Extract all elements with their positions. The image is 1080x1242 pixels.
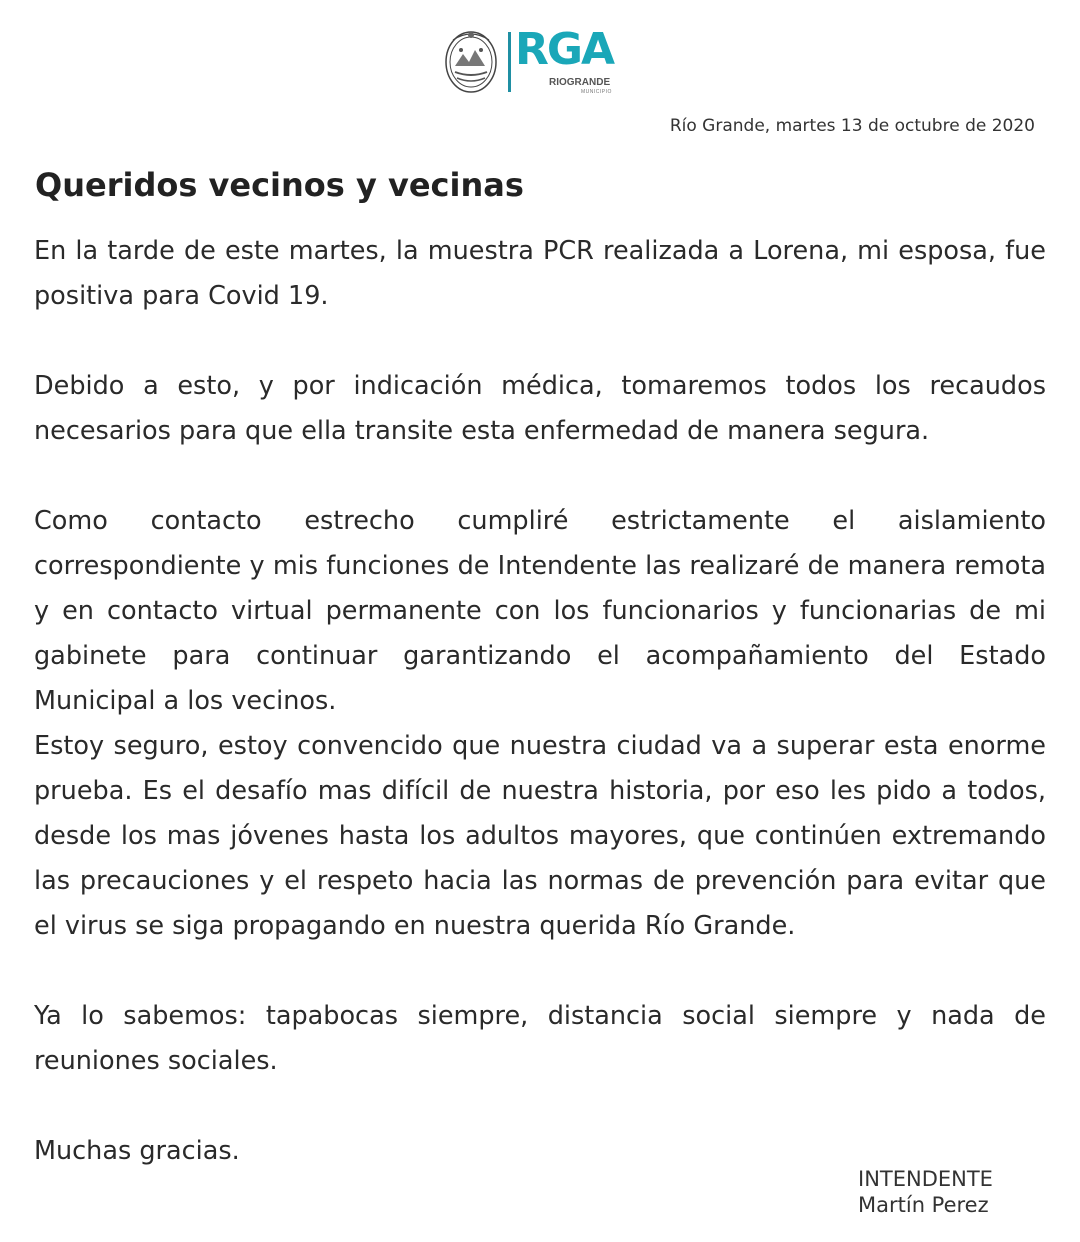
signature-name: Martín Perez: [858, 1193, 989, 1217]
letter-date: Río Grande, martes 13 de octubre de 2020: [669, 116, 1035, 136]
municipal-logo: [443, 26, 633, 98]
letter-title: Queridos vecinos y vecinas: [35, 166, 524, 204]
paragraph-5: Ya lo sabemos: tapabocas siempre, distancia social siempre y nada de reuniones sociales.: [34, 1001, 1046, 1076]
paragraph-2: Debido a esto, y por indicación médica, tomaremos todos los recaudos necesarios para que ella transite esta enfermedad de manera segura.: [34, 371, 1046, 446]
paragraph-3: Como contacto estrecho cumpliré estrictamente el aislamiento correspondiente y mis funciones de Intendente las realizaré de manera remota y en contacto virtual permanente con los funcionarios y funcionarias de mi gabinete para continuar garantizando el acompañamiento del Estado Municipal a los vecinos.: [34, 506, 1046, 716]
paragraph-4: Estoy seguro, estoy convencido que nuestra ciudad va a superar esta enorme prueba. Es el desafío mas difícil de nuestra historia, por eso les pido a todos, desde los mas jóvenes hasta los adultos mayores, que continúen extremando las precauciones y el respeto hacia las normas de prevención para evitar que el virus se siga propagando en nuestra querida Río Grande.: [34, 731, 1046, 941]
rga-logo: [515, 26, 633, 98]
paragraph-1: En la tarde de este martes, la muestra PCR realizada a Lorena, mi esposa, fue positiva para Covid 19.: [34, 236, 1046, 311]
logo-subtitle: RIOGRANDE: [549, 77, 611, 88]
logo-initials: RGA: [515, 24, 614, 75]
logo-subtitle-small: MUNICIPIO: [581, 89, 612, 95]
signature-block: [858, 1166, 993, 1218]
logo-divider: [508, 32, 511, 92]
closing-line: Muchas gracias.: [34, 1136, 240, 1166]
coat-of-arms-icon: [443, 26, 499, 96]
signature-role: INTENDENTE: [858, 1167, 993, 1191]
